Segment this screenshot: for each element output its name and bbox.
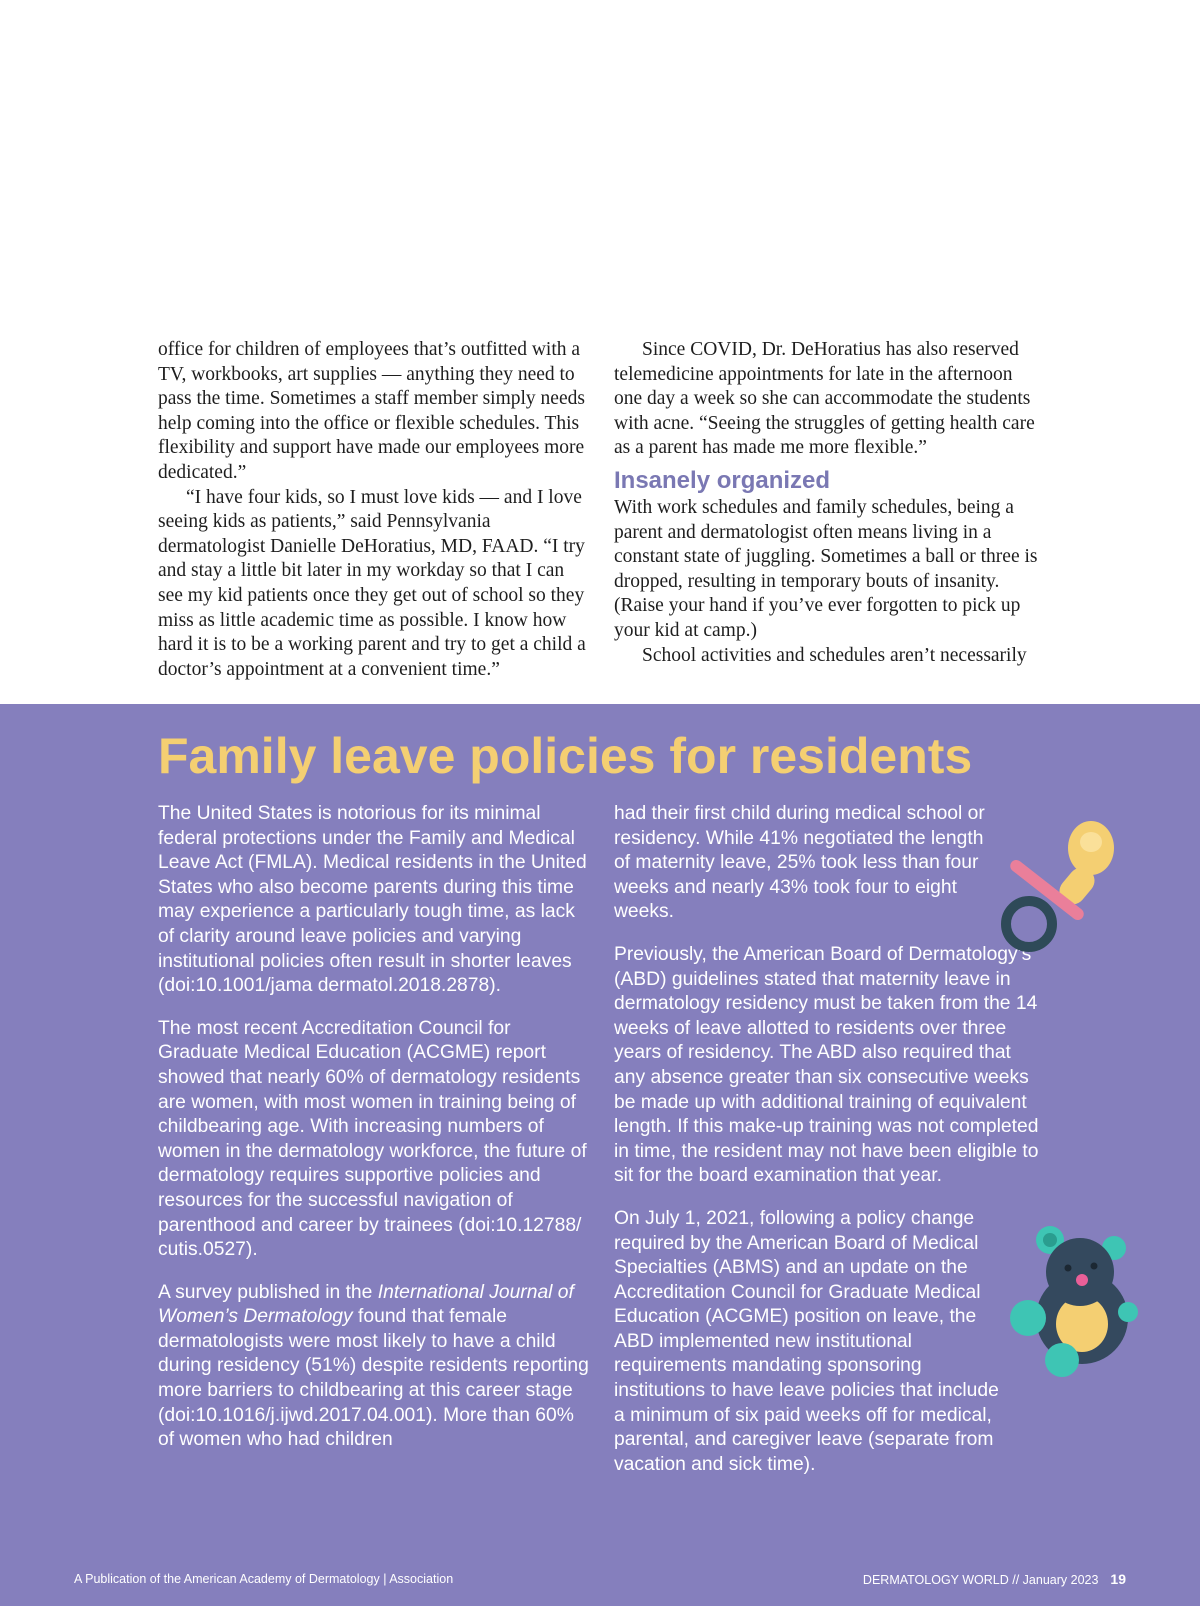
sidebar-paragraph	[158, 1281, 595, 1453]
sidebar-paragraph: had their first child during medical school or residency. While 41% negotiated the length of maternity leave, 25% took less than four weeks and nearly 43% took four to eight weeks.	[614, 803, 985, 923]
text-run: found that female dermatologists were most likely to have a child during residency (51%) despite residents reporting more barriers to childbearing at this career stage (doi:10.1016/j.ijwd.2017.04.001). More than 60% of women who had children	[158, 1306, 589, 1451]
article-column-right	[614, 338, 1044, 668]
sidebar-title: Family leave policies for residents	[158, 728, 973, 784]
text-run: A survey published in the	[158, 1281, 378, 1303]
article-paragraph: With work schedules and family schedules, being a parent and dermatologist often means living in a constant state of juggling. Sometimes a ball or three is dropped, resulting in temporary bouts of insanity. (Raise your hand if you’ve ever forgotten to pick up your kid at camp.)	[614, 496, 1038, 641]
article-paragraph: office for children of employees that’s outfitted with a TV, workbooks, art supplies — anything they need to pass the time. Sometimes a staff member simply needs help coming into the office or flexible schedules. This flexibility and support have made our employees more dedicated.”	[158, 339, 585, 483]
sidebar-paragraph: On July 1, 2021, following a policy change required by the American Board of Medical Specialties (ABMS) and an update on the Accreditation Council for Graduate Medical Education (ACGME) position on leave, the ABD implemented new institutional requirements mandating sponsoring institutions to have leave policies that include a minimum of six paid weeks off for medical, parental, and caregiver leave (separate from vacation and sick time).	[614, 1207, 999, 1475]
sidebar-column-right	[614, 802, 1046, 1495]
sidebar-paragraph: The United States is notorious for its minimal federal protections under the Family and Medical Leave Act (FMLA). Medical residents in the United States who also become parents during this time may experience a particularly tough time, as lack of clarity around leave policies and varying institutional policies often result in shorter leaves (doi:10.1001/jama dermatol.2018.2878).	[158, 803, 587, 997]
pacifier-icon	[998, 818, 1118, 958]
article-column-left	[158, 338, 590, 682]
journal-title: International Journal of Women’s Dermatology	[158, 1281, 574, 1328]
footer-masthead	[863, 1571, 1126, 1587]
article-paragraph: Since COVID, Dr. DeHoratius has also reserved telemedicine appointments for late in the afternoon one day a week so she can accommodate the students with acne. “Seeing the struggles of getting health care as a parent has made me more flexible.”	[614, 339, 1035, 459]
sidebar-column-left	[158, 802, 595, 1471]
section-subhead: Insanely organized	[614, 466, 831, 494]
teddy-bear-icon	[1006, 1220, 1156, 1380]
article-paragraph: “I have four kids, so I must love kids — and I love seeing kids as patients,” said Pennsylvania dermatologist Danielle DeHoratius, MD, FAAD. “I try and stay a little bit later in my workday so that I can see my kid patients once they get out of school so they miss as little academic time as possible. I know how hard it is to be a working parent and try to get a child a doctor’s appointment at a convenient time.”	[158, 486, 586, 680]
publication-credit: A Publication of the American Academy of Dermatology | Association	[74, 1572, 454, 1586]
issue-info: DERMATOLOGY WORLD // January 2023	[862, 1573, 1099, 1587]
page-number: 19	[1110, 1571, 1126, 1587]
article-paragraph: School activities and schedules aren’t necessarily	[642, 644, 1027, 666]
family-leave-sidebar	[0, 704, 1200, 1606]
sidebar-paragraph: Previously, the American Board of Dermatology’s (ABD) guidelines stated that maternity leave in dermatology residency must be taken from the 14 weeks of leave allotted to residents over three years of residency. The ABD also required that any absence greater than six consecutive weeks be made up with additional training of equivalent length. If this make-up training was not completed in time, the resident may not have been eligible to sit for the board examination that year.	[614, 943, 1039, 1187]
sidebar-paragraph: The most recent Accreditation Council for Graduate Medical Education (ACGME) report showed that nearly 60% of dermatology residents are women, with most women in training being of childbearing age. With increasing numbers of women in the dermatology workforce, the future of dermatology requires supportive policies and resources for the successful navigation of parenthood and career by trainees (doi:10.12788/ cutis.0527).	[158, 1017, 587, 1261]
